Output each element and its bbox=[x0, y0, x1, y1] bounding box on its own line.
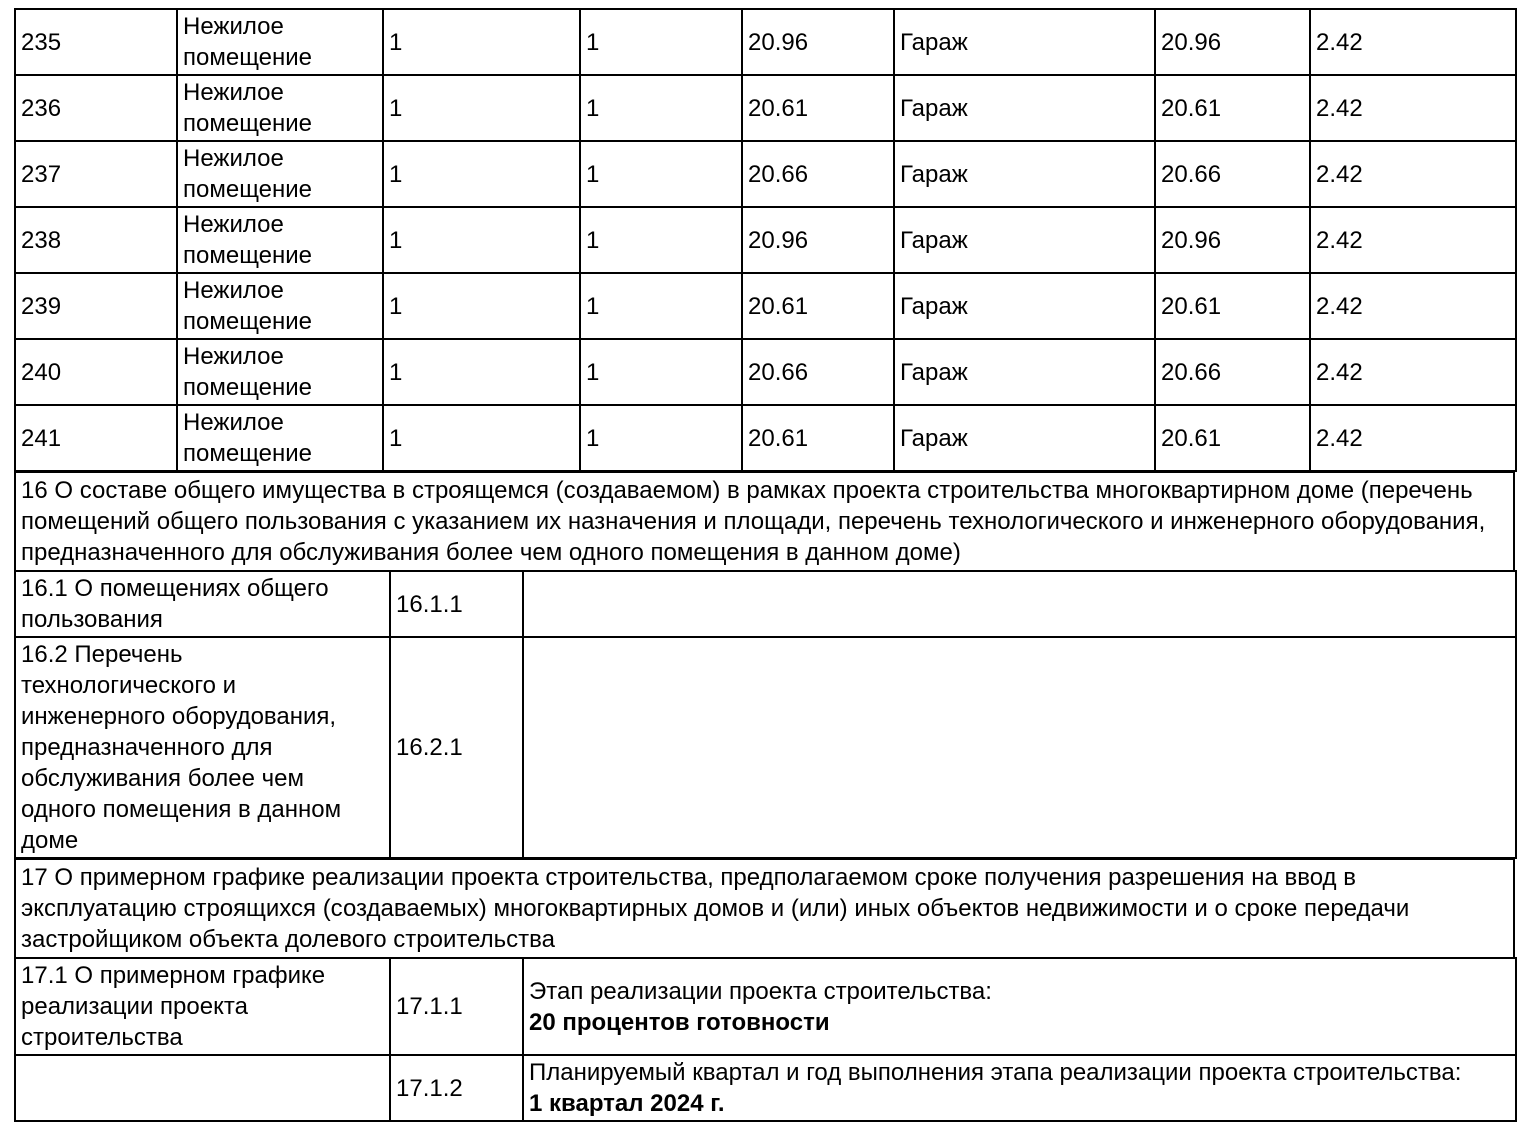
unit-area-cell: 20.61 bbox=[742, 75, 894, 141]
unit-number-cell: 241 bbox=[15, 405, 177, 471]
table-cell: 2.42 bbox=[1310, 141, 1516, 207]
unit-number-cell: 238 bbox=[15, 207, 177, 273]
table-cell: 1 bbox=[383, 273, 580, 339]
table-cell: 2.42 bbox=[1310, 273, 1516, 339]
table-cell: 1 bbox=[580, 9, 742, 75]
item-code-cell: 17.1.2 bbox=[390, 1055, 523, 1121]
row-17-1 bbox=[15, 958, 1516, 1055]
table-cell: 1 bbox=[580, 75, 742, 141]
unit-row bbox=[15, 75, 1516, 141]
unit-area-cell: 20.61 bbox=[742, 273, 894, 339]
unit-number-cell: 236 bbox=[15, 75, 177, 141]
unit-purpose-cell: Гараж bbox=[894, 9, 1155, 75]
row-17-1-2 bbox=[15, 1055, 1516, 1121]
table-cell: 2.42 bbox=[1310, 339, 1516, 405]
item-label-cell: 17.1 О примерном графике реализации проекта строительства bbox=[15, 958, 390, 1055]
unit-number-cell: 235 bbox=[15, 9, 177, 75]
unit-type-cell: Нежилое помещение bbox=[177, 9, 383, 75]
unit-purpose-cell: Гараж bbox=[894, 207, 1155, 273]
unit-purpose-cell: Гараж bbox=[894, 141, 1155, 207]
table-cell: 1 bbox=[383, 75, 580, 141]
unit-row bbox=[15, 207, 1516, 273]
table-cell: 2.42 bbox=[1310, 9, 1516, 75]
item-code-cell: 17.1.1 bbox=[390, 958, 523, 1055]
row-16-1 bbox=[15, 571, 1516, 637]
table-cell: 2.42 bbox=[1310, 405, 1516, 471]
table-cell: 1 bbox=[580, 273, 742, 339]
item-label-cell: 16.1 О помещениях общего пользования bbox=[15, 571, 390, 637]
unit-type-cell: Нежилое помещение bbox=[177, 207, 383, 273]
unit-area-cell: 20.61 bbox=[742, 405, 894, 471]
unit-type-cell: Нежилое помещение bbox=[177, 405, 383, 471]
unit-area-cell: 20.66 bbox=[742, 141, 894, 207]
unit-area-cell: 20.66 bbox=[1155, 339, 1310, 405]
table-cell: 1 bbox=[383, 339, 580, 405]
unit-row bbox=[15, 339, 1516, 405]
item-value-cell bbox=[523, 1055, 1516, 1121]
item-value-cell bbox=[523, 571, 1516, 637]
value-bold: 20 процентов готовности bbox=[529, 1008, 830, 1036]
table-cell: 1 bbox=[383, 207, 580, 273]
unit-purpose-cell: Гараж bbox=[894, 273, 1155, 339]
unit-area-cell: 20.61 bbox=[1155, 405, 1310, 471]
item-value-cell bbox=[523, 958, 1516, 1055]
unit-row bbox=[15, 9, 1516, 75]
unit-area-cell: 20.96 bbox=[1155, 9, 1310, 75]
unit-type-cell: Нежилое помещение bbox=[177, 273, 383, 339]
unit-row bbox=[15, 405, 1516, 471]
table-cell: 1 bbox=[383, 405, 580, 471]
section-16-title: 16 О составе общего имущества в строящемся (создаваемом) в рамках проекта строительства многоквартирном доме (перечень помещений общего пользования с указанием их назначения и площади, перечень технологического и инженерного оборудования, предназначенного для обслуживания более чем одного помещения в данном доме) bbox=[14, 470, 1515, 572]
table-cell: 1 bbox=[383, 141, 580, 207]
unit-number-cell: 239 bbox=[15, 273, 177, 339]
unit-purpose-cell: Гараж bbox=[894, 339, 1155, 405]
unit-area-cell: 20.96 bbox=[742, 9, 894, 75]
row-16-2 bbox=[15, 637, 1516, 858]
table-cell: 1 bbox=[580, 339, 742, 405]
units-table bbox=[14, 8, 1517, 472]
table-cell: 2.42 bbox=[1310, 207, 1516, 273]
unit-area-cell: 20.66 bbox=[742, 339, 894, 405]
unit-area-cell: 20.61 bbox=[1155, 273, 1310, 339]
unit-type-cell: Нежилое помещение bbox=[177, 141, 383, 207]
unit-purpose-cell: Гараж bbox=[894, 405, 1155, 471]
value-bold: 1 квартал 2024 г. bbox=[529, 1090, 725, 1117]
unit-type-cell: Нежилое помещение bbox=[177, 75, 383, 141]
unit-number-cell: 237 bbox=[15, 141, 177, 207]
unit-number-cell: 240 bbox=[15, 339, 177, 405]
section-17-title: 17 О примерном графике реализации проекта строительства, предполагаемом сроке получения разрешения на ввод в эксплуатацию строящихся (создаваемых) многоквартирных домов и (или) иных объектов недвижимости и о сроке передачи застройщиком объекта долевого строительства bbox=[14, 857, 1515, 959]
item-label-cell bbox=[15, 1055, 390, 1121]
unit-area-cell: 20.96 bbox=[1155, 207, 1310, 273]
item-value-cell bbox=[523, 637, 1516, 858]
unit-row bbox=[15, 141, 1516, 207]
item-label-cell: 16.2 Перечень технологического и инженерного оборудования, предназначенного для обслуживания более чем одного помещения в данном доме bbox=[15, 637, 390, 858]
item-code-cell: 16.1.1 bbox=[390, 571, 523, 637]
table-cell: 1 bbox=[580, 207, 742, 273]
unit-area-cell: 20.61 bbox=[1155, 75, 1310, 141]
table-cell: 1 bbox=[383, 9, 580, 75]
unit-row bbox=[15, 273, 1516, 339]
value-caption: Этап реализации проекта строительства: bbox=[529, 977, 992, 1005]
value-caption: Планируемый квартал и год выполнения этапа реализации проекта строительства: bbox=[529, 1059, 1462, 1086]
item-code-cell: 16.2.1 bbox=[390, 637, 523, 858]
unit-area-cell: 20.66 bbox=[1155, 141, 1310, 207]
section-16-table bbox=[14, 570, 1517, 859]
unit-purpose-cell: Гараж bbox=[894, 75, 1155, 141]
table-cell: 1 bbox=[580, 141, 742, 207]
table-cell: 2.42 bbox=[1310, 75, 1516, 141]
section-17-table bbox=[14, 957, 1517, 1122]
table-cell: 1 bbox=[580, 405, 742, 471]
unit-area-cell: 20.96 bbox=[742, 207, 894, 273]
unit-type-cell: Нежилое помещение bbox=[177, 339, 383, 405]
declaration-table bbox=[14, 8, 1515, 1122]
